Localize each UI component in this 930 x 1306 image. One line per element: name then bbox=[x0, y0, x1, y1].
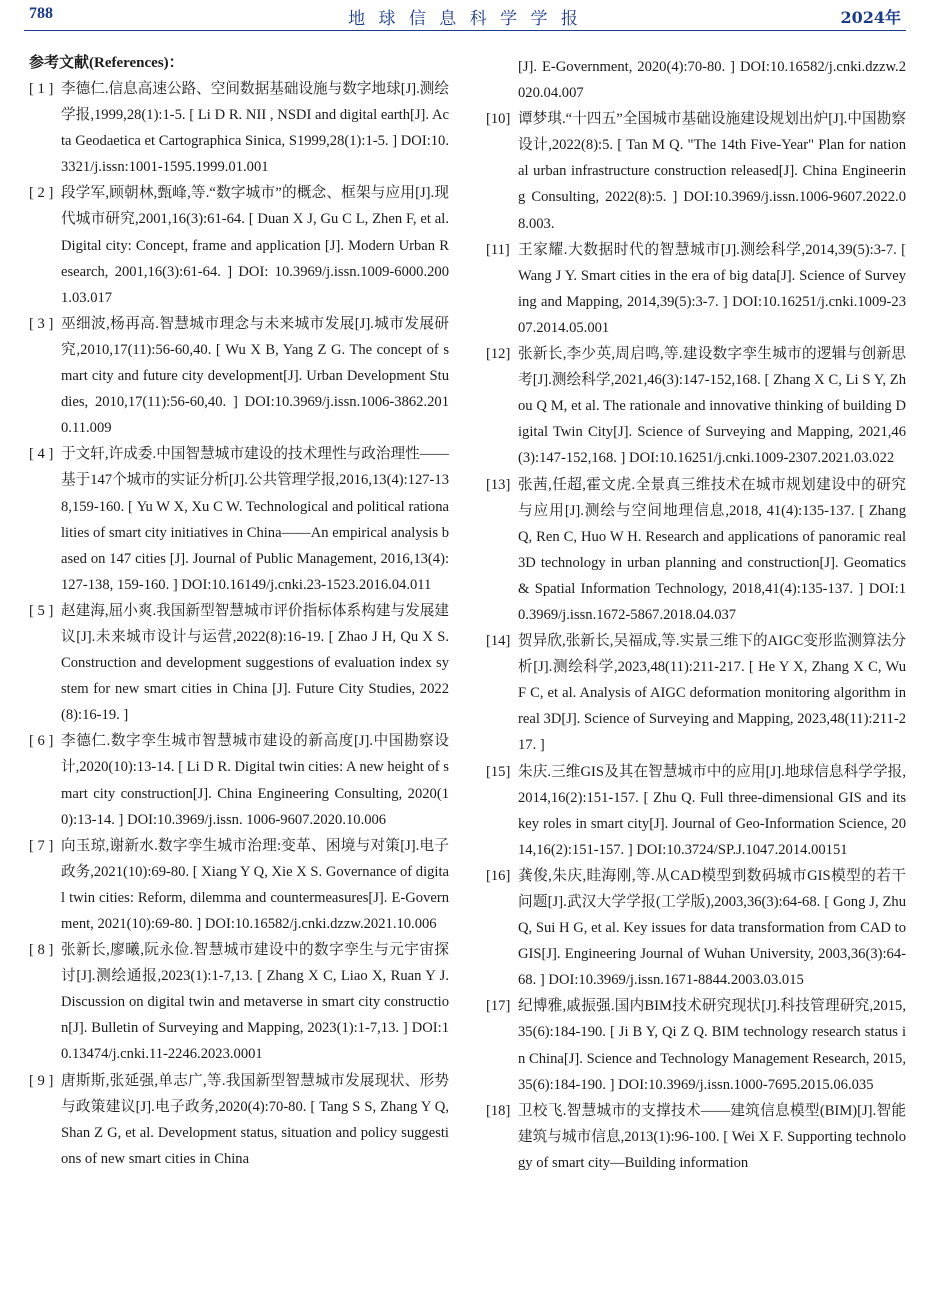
reference-number: [15] bbox=[486, 763, 511, 780]
reference-text: 纪博雅,戚振强.国内BIM技术研究现状[J].科技管理研究,2015,35(6):184-190. [ Ji B Y, Qi Z Q. BIM technology research status in China[J]. Science and Technology Management Research, 2015,35(6):184-190. ] DOI:10.3969/j.issn.1000-7695.2015.06.035 bbox=[518, 998, 906, 1093]
page-number: 788 bbox=[29, 5, 53, 22]
reference-item bbox=[29, 937, 449, 1067]
journal-title: 地 球 信 息 科 学 学 报 bbox=[348, 9, 582, 29]
publication-year: 2024年 bbox=[840, 8, 901, 27]
reference-text: 王家耀.大数据时代的智慧城市[J].测绘科学,2014,39(5):3-7. [ Wang J Y. Smart cities in the era of big data[J]. Science of Surveying and Mapping, 2014,39(5):3-7. ] DOI:10.16251/j.cnki.1009-2307.2014.05.001 bbox=[518, 241, 906, 336]
reference-text: 卫校飞.智慧城市的支撑技术——建筑信息模型(BIM)[J].智能建筑与城市信息,2013(1):96-100. [ Wei X F. Supporting technology of smart city—Building information bbox=[518, 1102, 906, 1171]
reference-item bbox=[486, 1098, 906, 1176]
reference-item bbox=[486, 993, 906, 1097]
reference-number: [17] bbox=[486, 998, 511, 1015]
reference-item bbox=[486, 341, 906, 471]
reference-item bbox=[29, 76, 449, 180]
reference-text: 赵建海,屈小爽.我国新型智慧城市评价指标体系构建与发展建议[J].未来城市设计与运营,2022(8):16-19. [ Zhao J H, Qu X S. Construction and development suggestions of evaluation index system for new smart cities in China [J]. Future City Studies, 2022(8):16-19. ] bbox=[61, 602, 449, 724]
reference-text: 李德仁.信息高速公路、空间数据基础设施与数字地球[J].测绘学报,1999,28(1):1-5. [ Li D R. NII , NSDI and digital earth[J]. Acta Geodaetica et Cartographica Sinica, S1999,28(1):1-5. ] DOI:10.3321/j.issn:1001-1595.1999.01.001 bbox=[61, 81, 449, 176]
right-column bbox=[486, 54, 906, 1176]
reference-number: [12] bbox=[486, 346, 511, 363]
left-column bbox=[29, 50, 449, 1172]
reference-item bbox=[29, 728, 449, 832]
reference-text: 贺异欣,张新长,吴福成,等.实景三维下的AIGC变形监测算法分析[J].测绘科学,2023,48(11):211-217. [ He Y X, Zhang X C, Wu F C, et al. Analysis of AIGC deformation monitoring algorithm in real 3D[J]. Science of Surveying and Mapping, 2023,48(11):211-217. ] bbox=[518, 633, 906, 754]
reference-item bbox=[486, 759, 906, 863]
reference-text: 朱庆.三维GIS及其在智慧城市中的应用[J].地球信息科学学报,2014,16(2):151-157. [ Zhu Q. Full three-dimensional GIS and its key roles in smart city[J]. Journal of Geo-Information Science, 2014,16(2):151-157. ] DOI:10.3724/SP.J.1047.2014.00151 bbox=[518, 763, 906, 858]
reference-text: 唐斯斯,张延强,单志广,等.我国新型智慧城市发展现状、形势与政策建议[J].电子政务,2020(4):70-80. [ Tang S S, Zhang Y Q, Shan Z G, et al. Development status, situation and policy suggestions of new smart cities in China bbox=[61, 1072, 449, 1167]
reference-number: [ 2 ] bbox=[29, 185, 54, 202]
reference-number: [10] bbox=[486, 111, 511, 128]
reference-text: 段学军,顾朝林,甄峰,等.“数字城市”的概念、框架与应用[J].现代城市研究,2001,16(3):61-64. [ Duan X J, Gu C L, Zhen F, et al. Digital city: Concept, frame and application [J]. Modern Urban Research, 2001,16(3):61-64. ] DOI: 10.3969/j.issn.1009-6000.2001.03.017 bbox=[61, 185, 449, 306]
reference-item bbox=[29, 833, 449, 937]
reference-text: 龚俊,朱庆,眭海刚,等.从CAD模型到数码城市GIS模型的若干问题[J].武汉大学学报(工学版),2003,36(3):64-68. [ Gong J, Zhu Q, Sui H G, et al. Key issues for data transformation from CAD to GIS[J]. Engineering Journal of Wuhan University, 2003,36(3):64-68. ] DOI:10.3969/j.issn.1671-8844.2003.03.015 bbox=[518, 867, 906, 989]
reference-list-left bbox=[29, 76, 449, 1172]
reference-item bbox=[29, 598, 449, 728]
reference-text: 张新长,廖曦,阮永俭.智慧城市建设中的数字孪生与元宇宙探讨[J].测绘通报,2023(1):1-7,13. [ Zhang X C, Liao X, Ruan Y J. Discussion on digital twin and metaverse in smart city construction[J]. Bulletin of Surveying and Mapping, 2023(1):1-7,13. ] DOI:10.13474/j.cnki.11-2246.2023.0001 bbox=[61, 942, 449, 1063]
reference-number: [18] bbox=[486, 1102, 511, 1119]
reference-number: [ 7 ] bbox=[29, 837, 54, 854]
reference-number: [14] bbox=[486, 633, 511, 650]
reference-item bbox=[29, 180, 449, 310]
reference-list-right bbox=[486, 106, 906, 1176]
reference-item bbox=[486, 237, 906, 341]
reference-item bbox=[486, 472, 906, 629]
reference-number: [ 5 ] bbox=[29, 602, 54, 619]
reference-number: [ 3 ] bbox=[29, 315, 54, 332]
reference-text: 谭梦琪.“十四五”全国城市基础设施建设规划出炉[J].中国勘察设计,2022(8):5. [ Tan M Q. "The 14th Five-Year" Plan for national urban infrastructure construction released[J]. China Engineering Consulting, 2022(8):5. ] DOI:10.3969/j.issn.1006-9607.2022.08.003. bbox=[518, 111, 906, 232]
reference-item bbox=[29, 441, 449, 598]
reference-number: [16] bbox=[486, 867, 511, 884]
reference-number: [ 8 ] bbox=[29, 942, 54, 959]
reference-text: 李德仁.数字孪生城市智慧城市建设的新高度[J].中国勘察设计,2020(10):13-14. [ Li D R. Digital twin cities: A new height of smart city construction[J]. China Engineering Consulting, 2020(10):13-14. ] DOI:10.3969/j.issn. 1006-9607.2020.10.006 bbox=[61, 733, 449, 828]
reference-item bbox=[486, 106, 906, 236]
reference-item bbox=[29, 311, 449, 441]
reference-continuation: [J]. E-Government, 2020(4):70-80. ] DOI:10.16582/j.cnki.dzzw.2020.04.007 bbox=[518, 59, 906, 102]
reference-item bbox=[486, 628, 906, 758]
reference-text: 巫细波,杨再高.智慧城市理念与未来城市发展[J].城市发展研究,2010,17(11):56-60,40. [ Wu X B, Yang Z G. The concept of smart city and future city development[J]. Urban Development Studies, 2010,17(11):56-60,40. ] DOI:10.3969/j.issn.1006-3862.2010.11.009 bbox=[61, 315, 449, 437]
reference-text: 张新长,李少英,周启鸣,等.建设数字孪生城市的逻辑与创新思考[J].测绘科学,2021,46(3):147-152,168. [ Zhang X C, Li S Y, Zhou Q M, et al. The rationale and innovative thinking of building Digital Twin City[J]. Science of Surveying and Mapping, 2021,46(3):147-152,168. ] DOI:10.16251/j.cnki.1009-2307.2021.03.022 bbox=[518, 346, 906, 467]
reference-item bbox=[29, 1068, 449, 1172]
reference-number: [11] bbox=[486, 241, 510, 258]
references-heading: 参考文献(References)： bbox=[29, 55, 184, 71]
reference-item bbox=[486, 863, 906, 993]
reference-number: [ 6 ] bbox=[29, 733, 54, 750]
header-rule bbox=[24, 30, 906, 31]
reference-text: 向玉琼,谢新水.数字孪生城市治理:变革、困境与对策[J].电子政务,2021(10):69-80. [ Xiang Y Q, Xie X S. Governance of digital twin cities: Reform, dilemma and countermeasures[J]. E-Government, 2021(10):69-80. ] DOI:10.16582/j.cnki.dzzw.2021.10.006 bbox=[61, 837, 450, 932]
page-header bbox=[0, 0, 930, 30]
reference-number: [ 4 ] bbox=[29, 446, 54, 463]
reference-number: [ 9 ] bbox=[29, 1072, 54, 1089]
reference-number: [13] bbox=[486, 476, 511, 493]
reference-text: 于文轩,许成委.中国智慧城市建设的技术理性与政治理性——基于147个城市的实证分析[J].公共管理学报,2016,13(4):127-138,159-160. [ Yu W X, Xu C W. Technological and political rationalities of smart city initiatives in China——An empirical analysis based on 147 cities [J]. Journal of Public Management, 2016,13(4):127-138, 159-160. ] DOI:10.16149/j.cnki.23-1523.2016.04.011 bbox=[61, 446, 449, 593]
reference-number: [ 1 ] bbox=[29, 81, 54, 97]
reference-text: 张茜,任超,霍文虎.全景真三维技术在城市规划建设中的研究与应用[J].测绘与空间地理信息,2018, 41(4):135-137. [ Zhang Q, Ren C, Huo W H. Research and applications of panoramic real 3D technology in urban planning and construction[J]. Geomatics & Spatial Information Technology, 2018,41(4):135-137. ] DOI:10.3969/j.issn.1672-5867.2018.04.037 bbox=[518, 476, 906, 623]
